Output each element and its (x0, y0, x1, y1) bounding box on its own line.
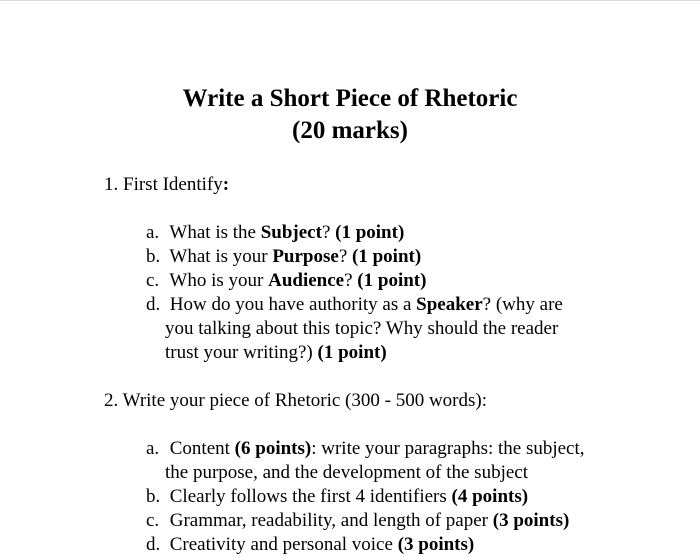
page-subtitle-marks: (20 marks) (292, 117, 408, 144)
list-item-1d (146, 293, 563, 317)
item-points: (1 point) (317, 342, 387, 363)
section-1-heading (104, 173, 229, 197)
section-1-heading-text: 1. First Identify (104, 174, 223, 195)
item-label: a. (146, 438, 160, 459)
item-text: What is the (169, 222, 261, 243)
item-text-after: ? (why are (482, 294, 563, 315)
item-text-after: : write your paragraphs: the subject, (311, 438, 585, 459)
list-item-2b (146, 485, 528, 509)
item-points: (4 points) (451, 486, 529, 507)
list-item-1d-continuation-1: you talking about this topic? Why should the reader (165, 318, 559, 339)
item-points: (1 point) (352, 246, 422, 267)
section-2-heading: 2. Write your piece of Rhetoric (300 - 500 words): (104, 390, 488, 411)
item-label: d. (146, 294, 161, 315)
item-points: (1 point) (357, 270, 427, 291)
list-item-1d-continuation-2 (165, 341, 387, 365)
item-keyword: Purpose (272, 246, 339, 267)
item-points: (3 points) (397, 534, 475, 555)
item-label: c. (146, 270, 160, 291)
list-item-2a-continuation: the purpose, and the development of the subject (165, 462, 529, 483)
item-text: trust your writing?) (165, 342, 318, 363)
item-text: What is your (169, 246, 273, 267)
item-points: (3 points) (492, 510, 570, 531)
item-label: c. (146, 510, 160, 531)
item-text: Content (169, 438, 235, 459)
list-item-2d (146, 533, 474, 557)
item-keyword: Speaker (416, 294, 483, 315)
section-1-heading-colon: : (222, 174, 230, 195)
item-points: (1 point) (335, 222, 405, 243)
item-text-after: ? (321, 222, 336, 243)
list-item-1a (146, 221, 404, 245)
item-text: Grammar, readability, and length of paper (169, 510, 493, 531)
item-keyword: Audience (268, 270, 345, 291)
item-text: How do you have authority as a (169, 294, 417, 315)
list-item-2a (146, 437, 585, 461)
item-text-after: ? (338, 246, 353, 267)
list-item-2c (146, 509, 569, 533)
item-label: d. (146, 534, 161, 555)
list-item-1c (146, 269, 426, 293)
item-label: b. (146, 246, 161, 267)
item-text: Creativity and personal voice (169, 534, 398, 555)
top-divider (0, 0, 700, 1)
item-label: a. (146, 222, 160, 243)
item-points: (6 points) (234, 438, 312, 459)
item-text: Clearly follows the first 4 identifiers (169, 486, 452, 507)
list-item-1b (146, 245, 421, 269)
item-keyword: Subject (260, 222, 322, 243)
item-label: b. (146, 486, 161, 507)
item-text: Who is your (169, 270, 269, 291)
page-title: Write a Short Piece of Rhetoric (182, 85, 518, 112)
item-text-after: ? (344, 270, 358, 291)
